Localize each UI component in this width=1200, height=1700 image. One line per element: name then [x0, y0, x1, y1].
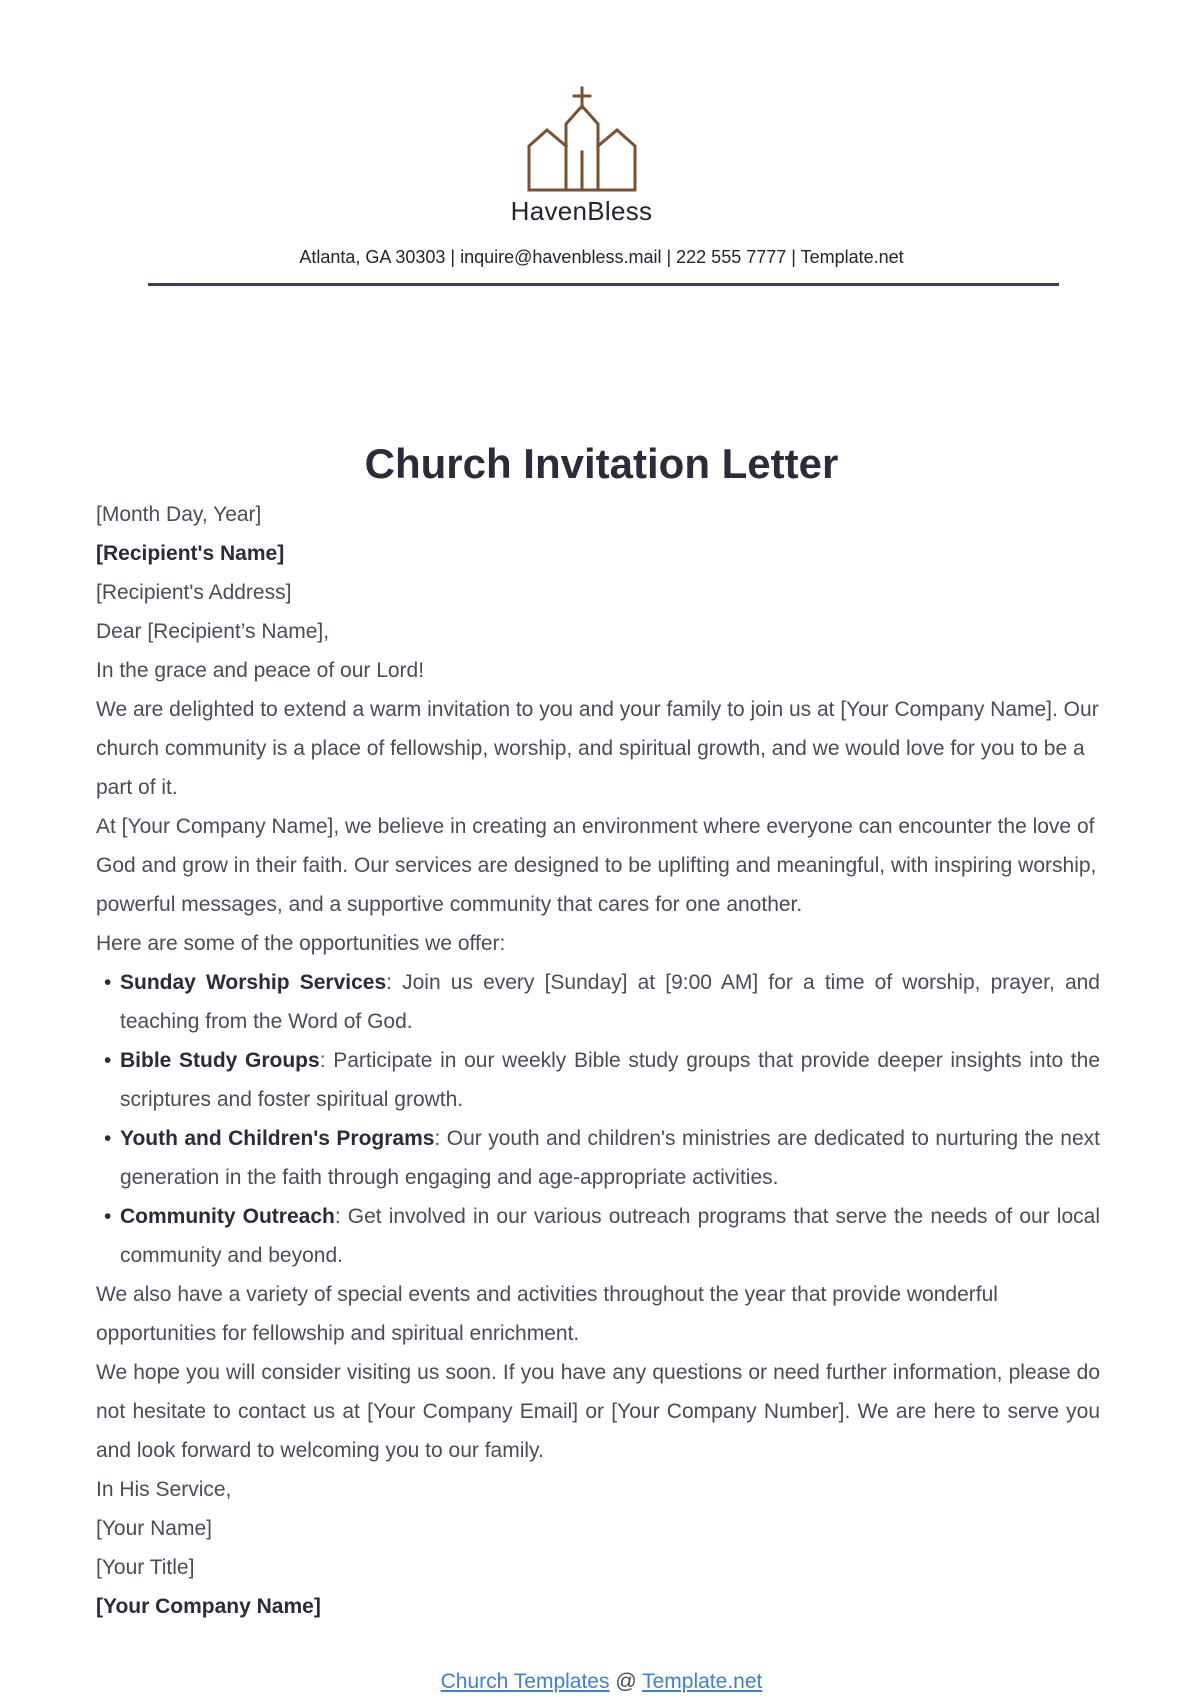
header-divider — [148, 283, 1059, 286]
sender-company: [Your Company Name] — [96, 1595, 321, 1618]
list-item-term: Bible Study Groups — [120, 1049, 320, 1072]
list-item — [96, 1119, 1100, 1197]
footer — [0, 1670, 1200, 1694]
paragraph-contact: We hope you will consider visiting us soon. If you have any questions or need further information, please do not hesitate to contact us at [Your Company Email] or [Your Company Number]. We are here to serve you and look forward to welcoming you to our family. — [96, 1361, 1100, 1462]
closing: In His Service, — [96, 1478, 232, 1501]
bullet-icon: • — [104, 971, 112, 994]
list-item — [96, 963, 1100, 1041]
church-icon — [526, 86, 638, 196]
opportunities-list — [96, 963, 1100, 1275]
paragraph-events: We also have a variety of special events and activities throughout the year that provide wonderful opportunities for fellowship and spiritual enrichment. — [96, 1283, 998, 1345]
recipient-name: [Recipient's Name] — [96, 542, 285, 565]
salutation: Dear [Recipient’s Name], — [96, 620, 330, 643]
list-item — [96, 1041, 1100, 1119]
sender-name: [Your Name] — [96, 1517, 212, 1540]
paragraph-beliefs: At [Your Company Name], we believe in creating an environment where everyone can encounter the love of God and grow in their faith. Our services are designed to be uplifting and meaningful, with inspiring worship, powerful messages, and a supportive community that cares for one another. — [96, 815, 1097, 916]
list-item-term: Community Outreach — [120, 1205, 335, 1228]
bullet-icon: • — [104, 1049, 112, 1072]
sender-title: [Your Title] — [96, 1556, 195, 1579]
page-title: Church Invitation Letter — [364, 440, 839, 487]
template-net-link[interactable]: Template.net — [642, 1670, 763, 1693]
list-intro: Here are some of the opportunities we offer: — [96, 932, 506, 955]
church-templates-link[interactable]: Church Templates — [440, 1670, 610, 1693]
paragraph-invitation: We are delighted to extend a warm invitation to you and your family to join us at [Your Company Name]. Our church community is a place of fellowship, worship, and spiritual growth, and we would love for you to be a part of it. — [96, 698, 1099, 799]
list-item — [96, 1197, 1100, 1275]
list-item-text: : Join us every [Sunday] at [9:00 AM] for a time of worship, prayer, and teaching from the Word of God. — [120, 971, 1100, 1033]
list-item-text: : Get involved in our various outreach programs that serve the needs of our local community and beyond. — [120, 1205, 1100, 1267]
list-item-text: : Our youth and children's ministries are dedicated to nurturing the next generation in the faith through engaging and age-appropriate activities. — [120, 1127, 1100, 1189]
greeting: In the grace and peace of our Lord! — [96, 659, 425, 682]
footer-separator: @ — [609, 1670, 643, 1693]
letter-body — [96, 495, 1100, 1626]
bullet-icon: • — [104, 1127, 112, 1150]
list-item-term: Sunday Worship Services — [120, 971, 387, 994]
letter-date: [Month Day, Year] — [96, 503, 262, 526]
brand-name: HavenBless — [510, 196, 653, 226]
list-item-term: Youth and Children's Programs — [120, 1127, 435, 1150]
bullet-icon: • — [104, 1205, 112, 1228]
recipient-address: [Recipient's Address] — [96, 581, 292, 604]
list-item-text: : Participate in our weekly Bible study groups that provide deeper insights into the scriptures and foster spiritual growth. — [120, 1049, 1100, 1111]
contact-line: Atlanta, GA 30303 | inquire@havenbless.mail | 222 555 7777 | Template.net — [299, 247, 904, 267]
